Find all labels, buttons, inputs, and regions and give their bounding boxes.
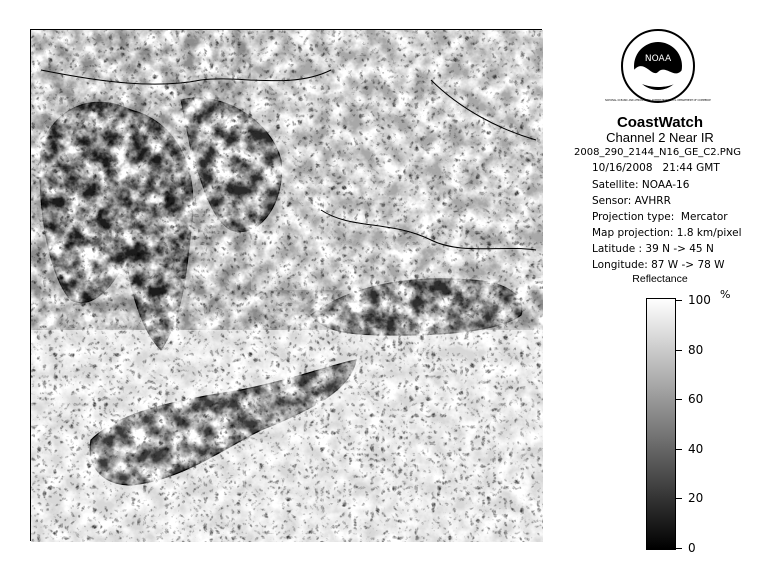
legend-unit: %: [720, 288, 731, 301]
colorbar-tick: [676, 399, 682, 400]
longitude-text: Longitude: 87 W -> 78 W: [592, 259, 725, 271]
tick-label-40: 40: [688, 442, 704, 456]
satellite-text: Satellite: NOAA-16: [592, 179, 690, 191]
reflectance-colorbar: [646, 298, 676, 550]
map-projection-text: Map projection: 1.8 km/pixel: [592, 227, 742, 239]
app-title: CoastWatch: [616, 114, 704, 131]
projection-type-text: Projection type: Mercator: [592, 211, 728, 223]
satellite-image: [30, 29, 542, 541]
filename-text: 2008_290_2144_N16_GE_C2.PNG: [574, 147, 742, 158]
tick-label-80: 80: [688, 343, 704, 357]
colorbar-tick: [676, 449, 682, 450]
colorbar-tick: [676, 350, 682, 351]
latitude-text: Latitude : 39 N -> 45 N: [592, 243, 714, 255]
sensor-text: Sensor: AVHRR: [592, 195, 671, 207]
colorbar-tick: [676, 300, 682, 301]
colorbar-tick: [676, 548, 682, 549]
legend-title: Reflectance: [632, 273, 688, 285]
logo-center-text: NOAA: [644, 54, 672, 64]
datetime-text: 10/16/2008 21:44 GMT: [592, 162, 720, 174]
tick-label-100: 100: [688, 293, 711, 307]
info-panel: [560, 22, 770, 562]
tick-label-20: 20: [688, 491, 704, 505]
logo-ring-text: NATIONAL OCEANIC AND ATMOSPHERIC ADMINISTRATION U.S. DEPARTMENT OF COMMERCE: [605, 99, 711, 102]
tick-label-0: 0: [688, 541, 696, 555]
tick-label-60: 60: [688, 392, 704, 406]
channel-subtitle: Channel 2 Near IR: [606, 130, 714, 145]
noaa-logo-icon: [605, 28, 711, 104]
colorbar-tick: [676, 498, 682, 499]
